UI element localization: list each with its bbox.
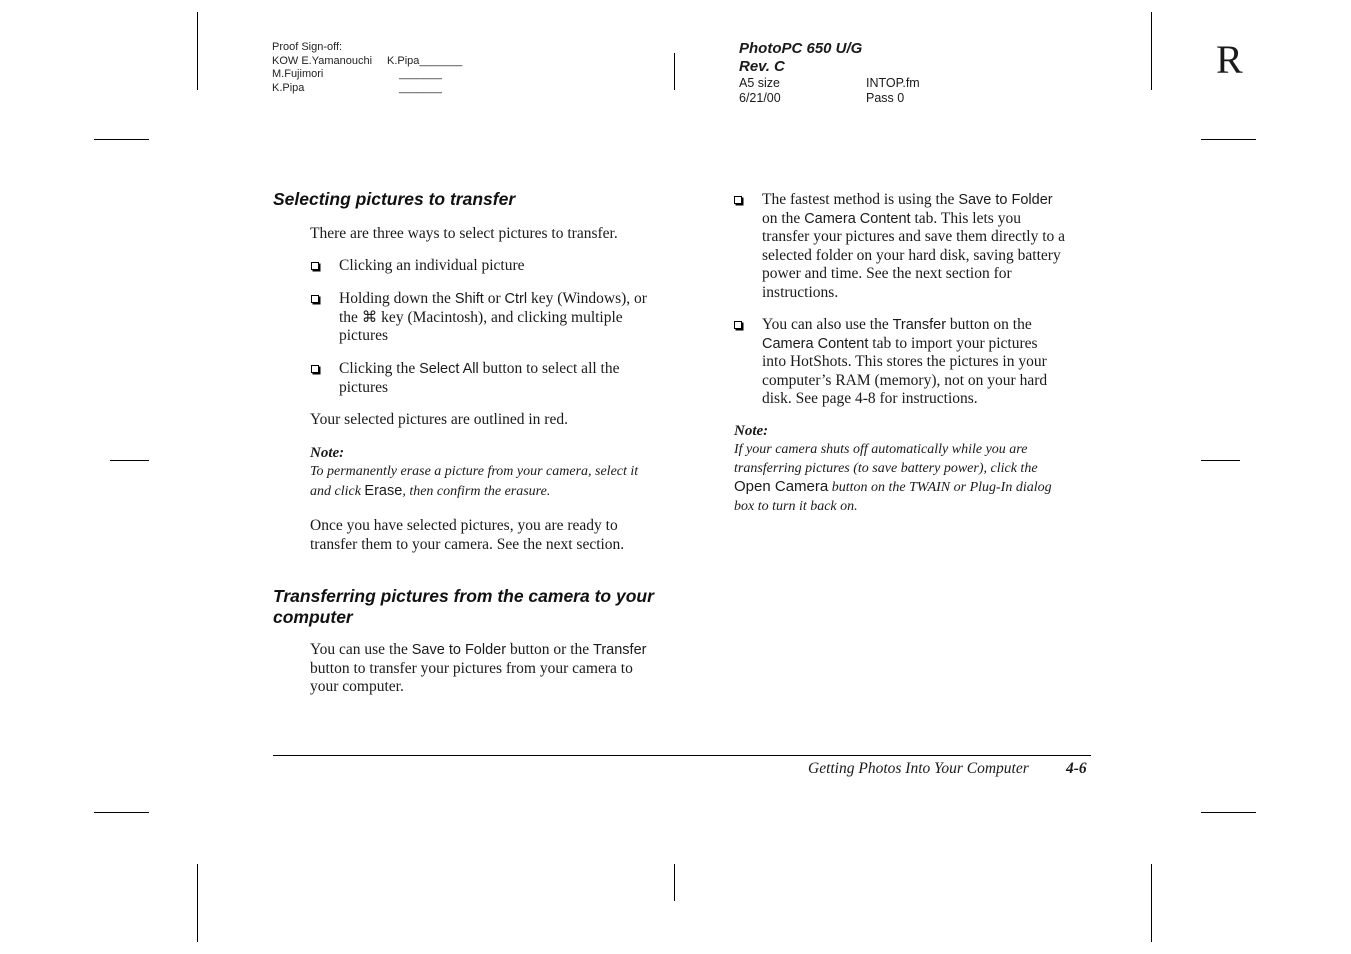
- checkbox-bullet-icon: [734, 321, 742, 329]
- paragraph-line: button to transfer your pictures from your camera to: [310, 659, 633, 677]
- list-item-text: Clicking an individual picture: [339, 257, 525, 274]
- list-item-text: power and time. See the next section for: [762, 265, 1012, 282]
- note-text: [310, 463, 680, 501]
- list-item-text: button on the: [946, 316, 1032, 333]
- page-number: 4-6: [1066, 760, 1087, 777]
- heading-line: Transferring pictures from the camera to your: [273, 586, 654, 606]
- footer-chapter: Getting Photos Into Your Computer: [808, 760, 1029, 777]
- ui-erase: Erase: [364, 482, 403, 499]
- ui-select-all: Select All: [419, 361, 479, 377]
- list-item-text: button to select all the: [478, 360, 620, 377]
- note-line: box to turn it back on.: [734, 498, 858, 514]
- crop-mark: [1201, 139, 1256, 140]
- doc-revision: Rev. C: [739, 58, 785, 75]
- signoff-line: _______: [399, 68, 442, 80]
- paragraph-text: You can use the: [310, 641, 412, 658]
- list-item-text: pictures: [339, 378, 389, 396]
- note-line: transferring pictures (to save battery power), click the: [734, 460, 1038, 476]
- note-label: Note:: [734, 423, 769, 439]
- list-item-text: pictures: [339, 327, 389, 344]
- paragraph-line: transfer them to your camera. See the next section.: [310, 535, 625, 553]
- ui-save-to-folder: Save to Folder: [958, 192, 1053, 208]
- crop-mark: [197, 864, 198, 942]
- paragraph: [310, 517, 680, 554]
- ui-transfer: Transfer: [593, 642, 647, 658]
- list-item-text: the ⌘ key (Macintosh), and clicking multiple: [339, 308, 623, 326]
- crop-mark: [94, 812, 149, 813]
- crop-mark: [1201, 812, 1256, 813]
- ui-camera-content: Camera Content: [804, 210, 911, 227]
- paragraph-text: button or the: [506, 641, 594, 658]
- crop-mark: [1201, 460, 1240, 461]
- signoff-name: KOW E.Yamanouchi: [272, 54, 373, 67]
- checkbox-bullet-icon: [734, 196, 742, 204]
- note-line: and click: [310, 483, 365, 499]
- checkbox-bullet-icon: [311, 262, 319, 270]
- crop-mark: [197, 12, 198, 90]
- ui-transfer: Transfer: [892, 317, 947, 333]
- ui-camera-content: Camera Content: [762, 335, 869, 352]
- ui-key-ctrl: Ctrl: [504, 291, 528, 307]
- list-item-text: tab. This lets you: [910, 209, 1021, 227]
- footer-rule: [273, 755, 1091, 756]
- note-line: button on the TWAIN or Plug-In dialog: [828, 480, 1052, 495]
- paragraph: [310, 641, 680, 697]
- ui-open-camera: Open Camera: [734, 478, 829, 495]
- list-item-text: instructions.: [762, 283, 839, 301]
- note-label: Note:: [310, 445, 345, 461]
- list-item-text: on the: [762, 209, 805, 227]
- list-item-text: key (Windows), or: [527, 290, 647, 307]
- note-line: If your camera shuts off automatically while you are: [734, 442, 1028, 457]
- note-line: To permanently erase a picture from your camera, select it: [310, 464, 639, 479]
- doc-info: [739, 40, 999, 105]
- doc-file: INTOP.fm: [866, 76, 920, 90]
- list-item-text: Holding down the: [339, 290, 455, 307]
- list-item-text: Clicking the: [339, 360, 420, 377]
- doc-date: 6/21/00: [739, 90, 781, 105]
- list-item-text: selected folder on your hard disk, saving battery: [762, 246, 1061, 264]
- list-item-text: into HotShots. This stores the pictures in your: [762, 353, 1047, 370]
- crop-mark: [1151, 864, 1152, 942]
- proof-signoff: [272, 41, 492, 95]
- registration-mark: R: [1216, 37, 1243, 82]
- list-item-text: or: [483, 290, 505, 307]
- crop-mark: [94, 139, 149, 140]
- paragraph-line: Once you have selected pictures, you are ready to: [310, 517, 618, 534]
- crop-mark: [674, 53, 675, 90]
- crop-mark: [110, 460, 149, 461]
- signoff-line: _______: [399, 81, 442, 94]
- note-line: , then confirm the erasure.: [402, 483, 551, 499]
- signoff-name: K.Pipa: [272, 81, 305, 94]
- paragraph: There are three ways to select pictures to transfer.: [310, 225, 618, 242]
- crop-mark: [1151, 12, 1152, 90]
- list-item-text: computer’s RAM (memory), not on your hard: [762, 371, 1048, 389]
- list-item-text: tab to import your pictures: [868, 334, 1038, 352]
- checkbox-bullet-icon: [311, 365, 319, 373]
- crop-mark: [674, 864, 675, 901]
- note-text: [734, 441, 1104, 516]
- list-item-text: transfer your pictures and save them directly to a: [762, 228, 1065, 245]
- signoff-title: Proof Sign-off:: [272, 41, 343, 53]
- doc-pass: Pass 0: [866, 90, 905, 105]
- doc-size: A5 size: [739, 76, 780, 90]
- section-heading: Selecting pictures to transfer: [273, 189, 516, 209]
- list-item-text: You can also use the: [762, 316, 893, 333]
- paragraph: Your selected pictures are outlined in red.: [310, 411, 568, 428]
- list-item-text: The fastest method is using the: [762, 191, 959, 208]
- checkbox-bullet-icon: [311, 295, 319, 303]
- heading-line: computer: [273, 607, 353, 627]
- doc-title: PhotoPC 650 U/G: [739, 40, 863, 57]
- paragraph-line: your computer.: [310, 678, 404, 695]
- ui-save-to-folder: Save to Folder: [411, 642, 507, 658]
- section-heading: [273, 586, 693, 628]
- signoff-name: M.Fujimori: [272, 68, 324, 80]
- ui-key-shift: Shift: [454, 291, 484, 307]
- signoff-name: K.Pipa_______: [387, 54, 463, 67]
- list-item-text: disk. See page 4-8 for instructions.: [762, 390, 978, 407]
